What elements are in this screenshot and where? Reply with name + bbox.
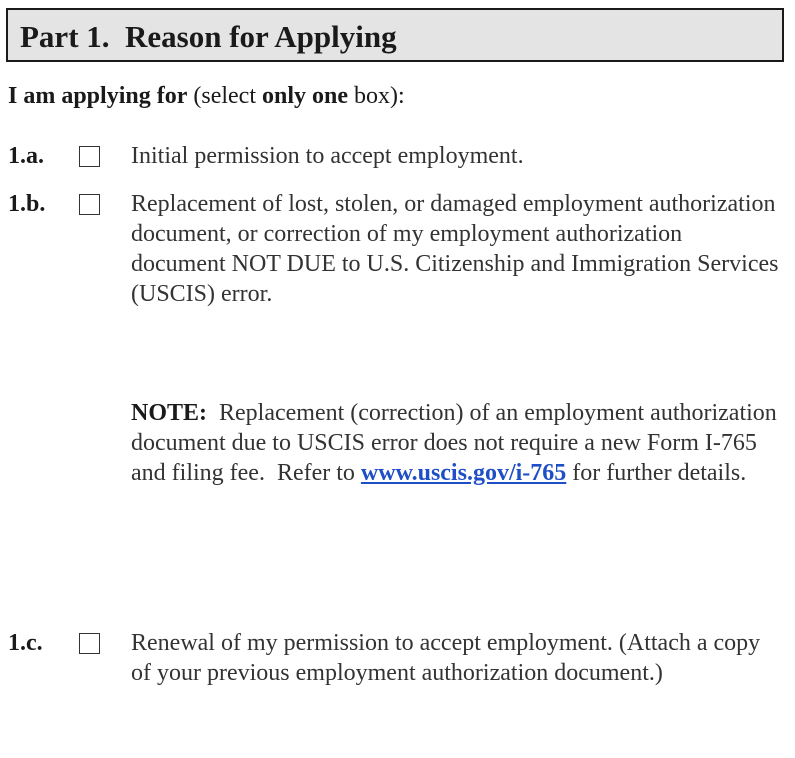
section-title: Part 1. Reason for Applying	[20, 19, 397, 54]
item-number-1a: 1.a.	[8, 143, 44, 169]
checkbox-1b[interactable]	[79, 194, 100, 215]
instruction-text	[8, 81, 405, 111]
uscis-link[interactable]: www.uscis.gov/i-765	[360, 460, 567, 486]
instruction-paren-open: (select	[187, 83, 262, 109]
item-text-1b: Replacement of lost, stolen, or damaged employment authorization document, or correction of my employment authorization document NOT DUE to U.S. Citizenship and Immigration Services (USCIS) error.	[131, 191, 779, 307]
item-text-1c: Renewal of my permission to accept employment. (Attach a copy of your previous employment authorization document.)	[131, 630, 761, 686]
instruction-only-one: only one	[261, 83, 348, 109]
section-header	[6, 8, 784, 62]
note-text-after-link: for further details.	[566, 460, 747, 486]
item-number-1b: 1.b.	[8, 191, 46, 217]
item-number-1c: 1.c.	[8, 630, 43, 656]
note-block	[131, 398, 781, 488]
instruction-paren-close: box):	[348, 83, 405, 109]
checkbox-1c[interactable]	[79, 633, 100, 654]
note-text: Replacement (correction) of an employment authorization document due to USCIS error does not require a new Form I-765 and filing fee. Refer to	[131, 400, 783, 486]
instruction-lead: I am applying for	[8, 83, 188, 109]
note-label: NOTE:	[131, 400, 208, 426]
checkbox-1a[interactable]	[79, 146, 100, 167]
item-text-1a: Initial permission to accept employment.	[131, 143, 524, 169]
